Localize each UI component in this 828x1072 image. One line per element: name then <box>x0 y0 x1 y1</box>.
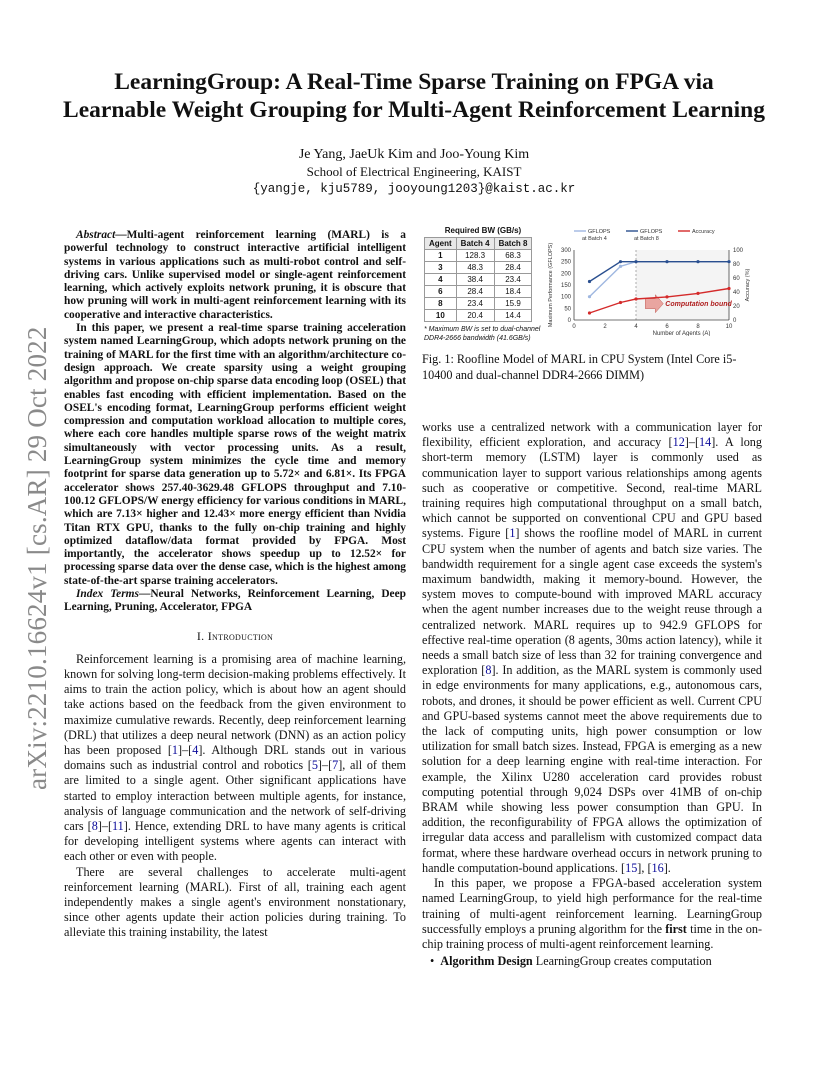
title-line-1: LearningGroup: A Real-Time Sparse Training on FPGA via <box>114 69 714 95</box>
paper-title <box>60 68 768 124</box>
table-cell: 18.4 <box>494 286 532 298</box>
table-cell: 4 <box>425 274 457 286</box>
p2-text-a: In this paper, we propose a FPGA-based acceleration system named LearningGroup, to yield high performance for the real-time training of multi-agent reinforcement learning. LearningGroup successfully employs a pruning algorithm for the <box>422 876 762 936</box>
table-header-cell: Batch 8 <box>494 238 532 250</box>
citation-link[interactable]: [ 7 ] <box>328 758 342 772</box>
email: {yangje, kju5789, jooyoung1203}@kaist.ac.kr <box>252 182 576 196</box>
legend-label: GFLOPS <box>588 229 611 235</box>
index-terms <box>64 588 406 615</box>
y-left-tick-label: 200 <box>560 271 571 278</box>
series-point <box>619 265 622 268</box>
citation-link[interactable]: [ 15 ] <box>621 861 641 875</box>
bandwidth-table-header <box>425 238 532 250</box>
table-cell: 14.4 <box>494 310 532 322</box>
table-cell: 6 <box>425 286 457 298</box>
table-row <box>425 274 532 286</box>
series-point <box>634 260 637 263</box>
authors: Je Yang, JaeUk Kim and Joo-Young Kim <box>298 147 530 162</box>
citation-link[interactable]: [ 4 ] <box>188 743 202 757</box>
figure-1 <box>424 226 769 342</box>
right-column <box>422 420 762 969</box>
computation-bound-annotation: Computation bound <box>665 301 732 309</box>
affiliation: School of Electrical Engineering, KAIST <box>306 164 522 179</box>
table-cell: 23.4 <box>456 298 494 310</box>
section-number: I. <box>196 628 205 643</box>
title-line-2: Learnable Weight Grouping for Multi-Agent Reinforcement Learning <box>63 97 765 123</box>
y-left-tick-label: 0 <box>567 318 571 324</box>
x-axis-label: Number of Agents (A) <box>652 331 711 336</box>
legend-label: Accuracy <box>692 229 715 235</box>
arxiv-sidebar-stamp <box>22 290 52 790</box>
x-tick-label: 10 <box>725 324 733 330</box>
table-cell: 28.4 <box>456 286 494 298</box>
table-row <box>425 310 532 322</box>
series-point <box>665 260 668 263</box>
series-point <box>619 301 622 304</box>
table-cell: 20.4 <box>456 310 494 322</box>
y-right-tick-label: 60 <box>733 276 740 282</box>
bandwidth-table <box>424 237 532 322</box>
p2-bold: first <box>665 921 687 936</box>
table-header-cell: Batch 4 <box>456 238 494 250</box>
roofline-chart <box>544 226 769 336</box>
x-tick-label: 6 <box>665 324 669 330</box>
y-left-tick-label: 300 <box>560 248 571 254</box>
section-title: Introduction <box>207 628 274 643</box>
y-right-tick-label: 80 <box>733 262 740 268</box>
bandwidth-table-note <box>424 325 564 343</box>
table-cell: 28.4 <box>494 262 532 274</box>
series-point <box>665 295 668 298</box>
citation-link[interactable]: [ 14 ] <box>695 435 715 449</box>
abstract-p2: In this paper, we present a real-time sparse training acceleration system named LearningGroup, which adopts network pruning on the training of MARL for the first time with an algorithm/architecture co-design approach. We create sparsity using a weight grouping algorithm and propose on-chip sparse data encoding loop (OSEL) that enables fast encoding with efficient implementation. Based on the OSEL's encoding format, LearningGroup performs efficient weight compression and computation workload allocation to multiple cores, where each core handles multiple sparse rows of the weight matrix simultaneously with vector processing units. As a result, LearningGroup system minimizes the cycle time and memory footprint for sparse data generation up to 5.72× and 6.81×. Its FPGA accelerator shows 257.40-3629.48 GFLOPS throughput and 7.10-100.12 GFLOPS/W energy efficiency for various conditions in MARL, which are 7.13× higher and 12.43× more energy efficient than Nvidia Titan RTX GPU, thanks to the fully on-chip training and highly optimized dataflow/data format provided by FPGA. Most importantly, the accelerator shows speedup up to 12.52× for processing sparse data over the dense case, which is the highest among state-of-the-art sparse training accelerators. <box>64 322 406 587</box>
bullet-dot: • <box>430 954 435 969</box>
intro-paragraph-2: There are several challenges to accelerate multi-agent reinforcement learning (MARL). First of all, training each agent independently makes a single agent's environment nonstationary, since other agents update their action policies during training. To alleviate this training instability, the latest <box>64 864 406 940</box>
y-left-tick-label: 250 <box>560 259 571 266</box>
note-line-1: * Maximum BW is set to dual-channel <box>424 326 541 333</box>
y-left-tick-label: 150 <box>560 283 571 289</box>
bullet-bold: Algorithm Design <box>440 954 533 969</box>
index-terms-label: Index Terms <box>76 588 139 601</box>
bandwidth-table-title: Required BW (GB/s) <box>444 226 522 235</box>
x-tick-label: 2 <box>603 324 607 330</box>
table-row <box>425 298 532 310</box>
table-cell: 8 <box>425 298 457 310</box>
table-row <box>425 286 532 298</box>
intro-paragraph-1: Reinforcement learning is a promising area of machine learning, known for solving long-term decision-making problems effectively. It aims to train the action policy, which is about how an agent should take actions based on the feedback from the given environment to maximize cumulative rewards. Recently, deep reinforcement learning (DRL) that utilizes a deep neural network (DNN) as an action policy has been proposed [ 1 ] –[ 4 ] . Although DRL stands out in various domains such as industrial control and robotics [ 5 ] –[ 7 ] , all of them are limited to a single agent. Other significant applications have started to employ interaction between multiple agents, for instance, analysis of language communication and the network of self-driving cars [ 8 ] –[ 11 ] . Hence, extending DRL to have many agents is critical for developing intelligent systems where agents can interact with each other or even with people. <box>64 652 406 865</box>
y-right-tick-label: 100 <box>733 248 744 254</box>
series-point <box>696 292 699 295</box>
bullet-content <box>440 954 711 969</box>
series-point <box>696 260 699 263</box>
series-point <box>588 280 591 283</box>
p2-text-b: time in the on-chip training process of multi-agent reinforcement learning. <box>422 921 762 951</box>
table-header-cell: Agent <box>425 238 457 250</box>
y-left-tick-label: 100 <box>560 294 571 301</box>
figure-caption: Fig. 1: Roofline Model of MARL in CPU System (Intel Core i5-10400 and dual-channel DDR4-2666 DIMM) <box>422 352 737 382</box>
table-cell: 38.4 <box>456 274 494 286</box>
compute-bound-region <box>636 250 729 320</box>
y-right-tick-label: 40 <box>733 290 740 296</box>
y-right-tick-label: 0 <box>733 318 737 324</box>
y-right-tick-label: 20 <box>733 304 740 310</box>
table-cell: 15.9 <box>494 298 532 310</box>
citation-link[interactable]: [ 11 ] <box>108 819 128 833</box>
legend-label: at Batch 4 <box>582 236 607 242</box>
citation-link[interactable]: [ 1 ] <box>168 743 182 757</box>
table-cell: 128.3 <box>456 250 494 262</box>
series-point <box>588 311 591 314</box>
bullet-text: LearningGroup creates computation <box>532 954 712 969</box>
table-cell: 10 <box>425 310 457 322</box>
citation-link[interactable]: [ 8 ] <box>481 663 495 677</box>
bullet-item <box>422 954 762 969</box>
arxiv-id: arXiv:2210.16624v1 [cs.AR] 29 Oct 2022 <box>22 326 52 790</box>
table-cell: 68.3 <box>494 250 532 262</box>
x-tick-label: 8 <box>696 324 700 330</box>
abstract-label: Abstract <box>76 229 116 241</box>
series-point <box>619 260 622 263</box>
abstract-p1 <box>64 229 406 322</box>
series-point <box>588 295 591 298</box>
legend-label: GFLOPS <box>640 229 663 235</box>
series-point <box>727 287 730 290</box>
index-terms-text: —Neural Networks, Reinforcement Learning, Deep Learning, Pruning, Accelerator, FPGA <box>64 588 406 614</box>
left-column <box>64 229 406 941</box>
table-cell: 48.3 <box>456 262 494 274</box>
y-left-tick-label: 50 <box>564 306 571 313</box>
section-heading <box>64 629 406 644</box>
table-cell: 3 <box>425 262 457 274</box>
y-right-axis-label: Accuracy (%) <box>745 268 751 302</box>
legend-label: at Batch 8 <box>634 236 659 242</box>
y-left-axis-label: Maximum Performance (GFLOPS) <box>548 242 554 328</box>
series-point <box>727 260 730 263</box>
citation-link[interactable]: [ 12 ] <box>669 435 689 449</box>
table-cell: 23.4 <box>494 274 532 286</box>
x-tick-label: 4 <box>634 324 638 330</box>
bandwidth-table-block <box>424 226 542 343</box>
note-line-2: DDR4-2666 bandwidth (41.6GB/s) <box>424 335 531 342</box>
x-tick-label: 0 <box>572 324 576 330</box>
right-paragraph-1: works use a centralized network with a communication layer for flexibility, efficient exploration, and accuracy [ 12 ] –[ 14 ] . A long short-term memory (LSTM) layer is commonly used as communication layer to support various relationships among agents such as cooperative or competitive. Second, real-time MARL training requires high computational throughput on a small batch, which cannot be supported on conventional CPU and GPU based systems. Figure [ 1 ] shows the roofline model of MARL in current CPU system when the number of agents and batch size varies. The bandwidth requirement for a single agent case exceeds the system's maximum bandwidth, making it memory-bound. However, the system moves to compute-bound with improved MARL accuracy when the agent number increases due to the weight reuse through a centralized network. MARL requires up to 942.9 GFLOPS for effective real-time operation (8 agents, 30ms action latency), while it needs a small batch size of less than 32 for training convergence and exploration [ 8 ] . In addition, as the MARL system is commonly used in edge environments for many applications, e.g., autonomous cars, robots, and drones, it should be power efficient as well. Current CPU and GPU-based systems cannot meet the above requirements due to the lack of computing units, high power consumption or low utilization for small batch sizes. Instead, FPGA is emerging as a new solution for a deep learning engine with real-time interaction. For example, the Xilinx U280 acceleration card provides robust computing potential through 9,024 DSPs over 41MB of on-chip BRAM while showing less power consumption than GPU. In addition, the reconfigurability of FPGA allows the optimization of irregular data access and parallelism with customized compact data format, where these hardware overhead occurs in network pruning to handle computation-bound applications. [ 15 ] , [ 16 ] . <box>422 420 762 876</box>
table-row <box>425 250 532 262</box>
citation-link[interactable]: [ 16 ] <box>647 861 667 875</box>
series-point <box>634 297 637 300</box>
table-row <box>425 262 532 274</box>
right-paragraph-2 <box>422 876 762 952</box>
citation-link[interactable]: [ 8 ] <box>88 819 102 833</box>
citation-link[interactable]: [ 5 ] <box>308 758 322 772</box>
citation-link[interactable]: [ 1 ] <box>505 526 519 540</box>
table-cell: 1 <box>425 250 457 262</box>
abstract-p1-text: —Multi-agent reinforcement learning (MARL) is a powerful technology to construct interactive artificial intelligent systems in various applications such as multi-robot control and self-driving cars. Unlike supervised model or single-agent reinforcement learning, which actively exploits network pruning, it is obscure that how pruning will work in multi-agent reinforcement learning with its cooperative and interactive characteristics. <box>64 229 406 321</box>
